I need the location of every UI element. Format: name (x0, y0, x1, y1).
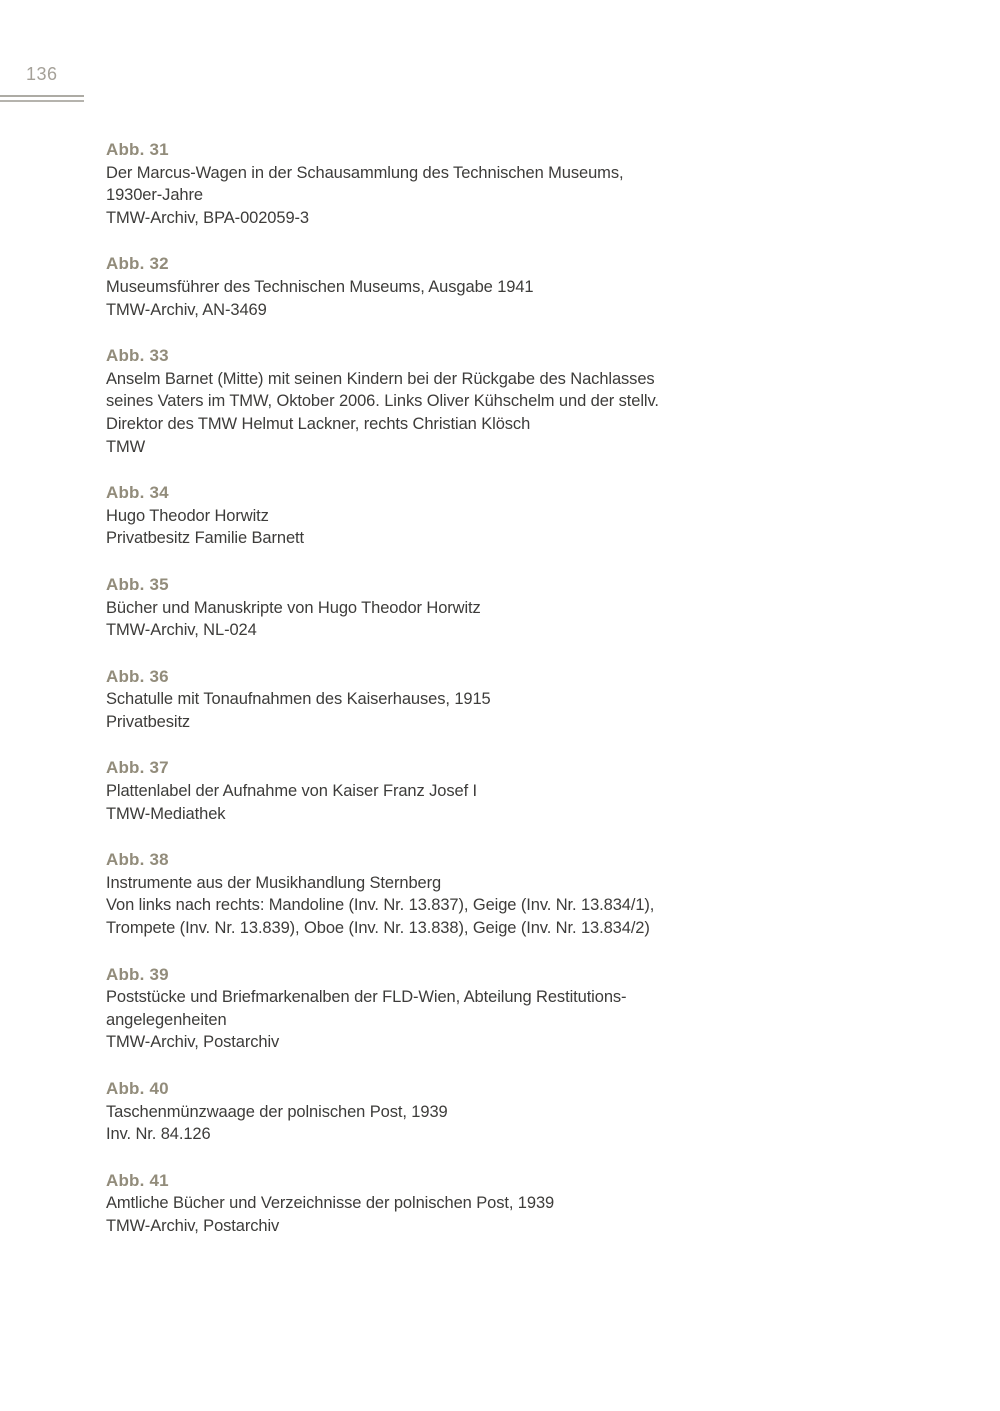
caption-line: Inv. Nr. 84.126 (106, 1125, 211, 1144)
caption-line: TMW-Archiv, NL-024 (106, 621, 257, 640)
caption-label: Abb. 35 (106, 574, 169, 594)
caption-line: Instrumente aus der Musikhandlung Sternberg (106, 873, 442, 892)
caption-body (106, 986, 886, 1054)
caption-line: seines Vaters im TMW, Oktober 2006. Links Oliver Kühschelm und der stellv. (106, 392, 659, 411)
caption-line: Plattenlabel der Aufnahme von Kaiser Franz Josef I (106, 782, 478, 801)
caption-block (106, 345, 886, 458)
caption-body (106, 162, 886, 230)
caption-line: Trompete (Inv. Nr. 13.839), Oboe (Inv. Nr. 13.838), Geige (Inv. Nr. 13.834/2) (106, 919, 650, 938)
caption-body (106, 505, 886, 550)
caption-block (106, 849, 886, 939)
caption-line: Der Marcus-Wagen in der Schausammlung des Technischen Museums, (106, 163, 624, 182)
caption-body (106, 688, 886, 733)
caption-block (106, 253, 886, 321)
caption-line: Privatbesitz (106, 712, 191, 731)
caption-block (106, 1078, 886, 1146)
caption-label: Abb. 38 (106, 850, 169, 870)
caption-block (106, 139, 886, 229)
caption-block (106, 964, 886, 1054)
caption-line: Direktor des TMW Helmut Lackner, rechts Christian Klösch (106, 414, 531, 433)
caption-block (106, 666, 886, 734)
caption-line: Hugo Theodor Horwitz (106, 506, 269, 525)
caption-line: Bücher und Manuskripte von Hugo Theodor Horwitz (106, 598, 481, 617)
caption-line: 1930er-Jahre (106, 186, 203, 205)
page-number: 136 (26, 64, 58, 84)
caption-line: TMW-Archiv, Postarchiv (106, 1216, 280, 1235)
caption-label: Abb. 33 (106, 346, 169, 366)
caption-line: Museumsführer des Technischen Museums, Ausgabe 1941 (106, 277, 534, 296)
caption-list (106, 139, 886, 1262)
caption-body (106, 1192, 886, 1237)
caption-line: angelegenheiten (106, 1010, 227, 1029)
caption-line: TMW-Mediathek (106, 804, 226, 823)
caption-label: Abb. 41 (106, 1170, 169, 1190)
caption-label: Abb. 37 (106, 758, 169, 778)
caption-label: Abb. 34 (106, 483, 169, 503)
caption-line: Von links nach rechts: Mandoline (Inv. Nr. 13.837), Geige (Inv. Nr. 13.834/1), (106, 896, 655, 915)
caption-line: Schatulle mit Tonaufnahmen des Kaiserhauses, 1915 (106, 690, 491, 709)
caption-line: Privatbesitz Familie Barnett (106, 529, 305, 548)
caption-body (106, 1101, 886, 1146)
caption-line: TMW-Archiv, Postarchiv (106, 1033, 280, 1052)
caption-body (106, 780, 886, 825)
caption-body (106, 368, 886, 458)
caption-body (106, 597, 886, 642)
caption-line: Anselm Barnet (Mitte) mit seinen Kindern bei der Rückgabe des Nachlasses (106, 369, 655, 388)
caption-body (106, 276, 886, 321)
caption-block (106, 757, 886, 825)
caption-line: Taschenmünzwaage der polnischen Post, 1939 (106, 1102, 448, 1121)
caption-line: TMW-Archiv, AN-3469 (106, 300, 267, 319)
caption-block (106, 574, 886, 642)
caption-label: Abb. 39 (106, 964, 169, 984)
caption-label: Abb. 32 (106, 254, 169, 274)
caption-line: Poststücke und Briefmarkenalben der FLD-Wien, Abteilung Restitutions- (106, 988, 627, 1007)
caption-block (106, 482, 886, 550)
caption-body (106, 872, 886, 940)
caption-line: Amtliche Bücher und Verzeichnisse der polnischen Post, 1939 (106, 1194, 555, 1213)
caption-label: Abb. 36 (106, 666, 169, 686)
caption-block (106, 1170, 886, 1238)
header-rule-divider (0, 95, 84, 102)
caption-line: TMW (106, 437, 146, 456)
caption-line: TMW-Archiv, BPA-002059-3 (106, 208, 309, 227)
caption-label: Abb. 31 (106, 140, 169, 159)
caption-label: Abb. 40 (106, 1079, 169, 1098)
